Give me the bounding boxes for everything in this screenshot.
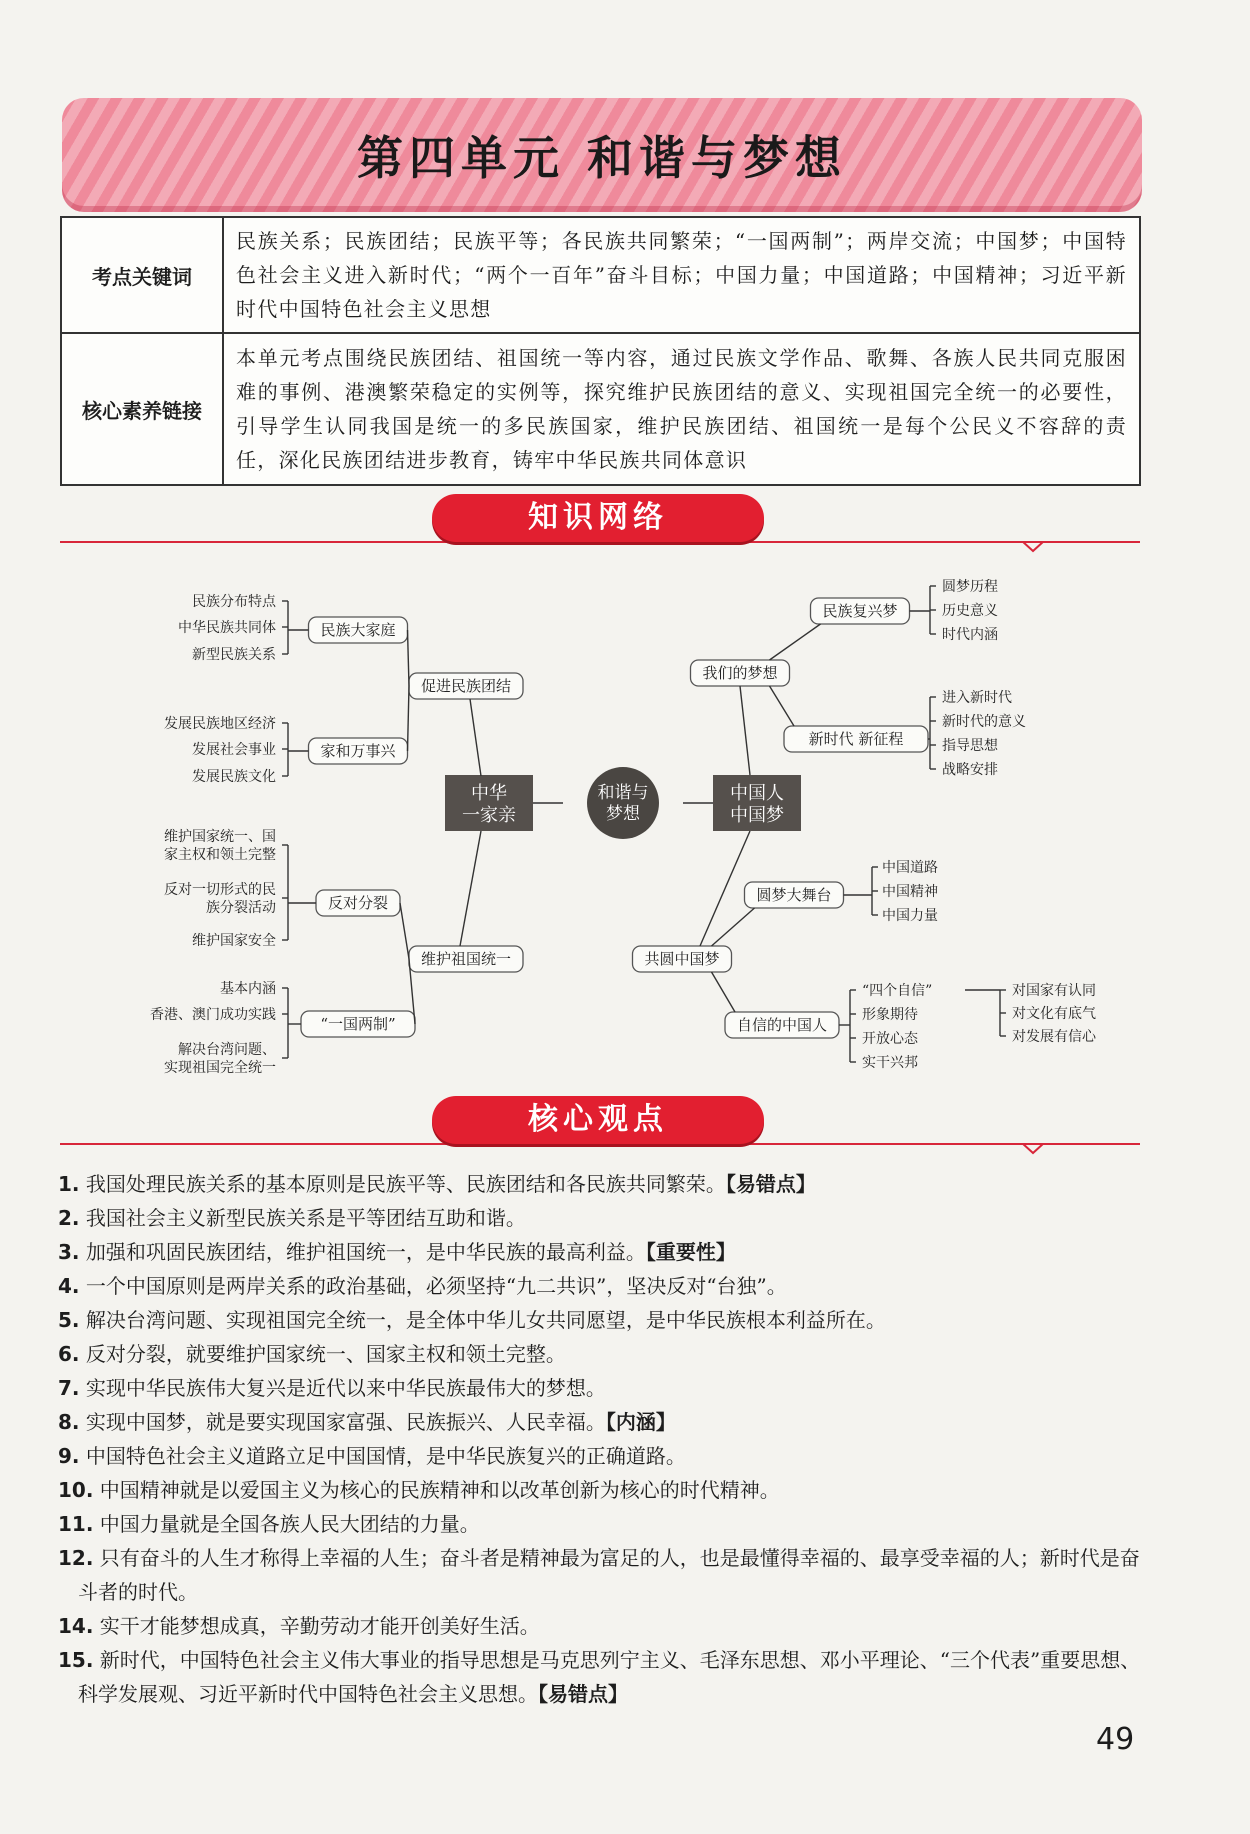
fuxing-node-label: 民族复兴梦	[822, 602, 898, 620]
list-item: 2. 我国社会主义新型民族关系是平等团结互助和谐。	[58, 1206, 526, 1230]
zixin-leaf: 形象期待	[862, 1007, 918, 1023]
connector-line	[770, 624, 821, 660]
dajiating-leaf: 民族分布特点	[192, 594, 276, 610]
core-points-list	[58, 1167, 1148, 1711]
fuxing-leaf: 圆梦历程	[942, 579, 998, 595]
connector-line	[470, 699, 481, 776]
literacy-label: 核心素养链接	[61, 333, 223, 485]
gongyuan-node-label: 共圆中国梦	[644, 950, 720, 968]
jiahe-leaf: 发展民族文化	[192, 769, 276, 785]
table-row	[61, 217, 1140, 333]
fandui-leaf: 维护国家统一、国	[164, 829, 276, 845]
zixin-leaf: 实干兴邦	[862, 1055, 918, 1071]
xinshidai-leaf: 指导思想	[942, 738, 998, 754]
key-info-table	[60, 216, 1141, 486]
cujin-node-label: 促进民族团结	[420, 677, 512, 695]
fandui-node-label: 反对分裂	[327, 894, 389, 912]
list-item: 15. 新时代，中国特色社会主义伟大事业的指导思想是马克思列宁主义、毛泽东思想、邓小平理论、“三个代表”重要思想、科学发展观、习近平新时代中国特色社会主义思想。【易错点】	[58, 1648, 1141, 1706]
women-node-label: 我们的梦想	[702, 664, 778, 682]
fandui-leaf: 家主权和领土完整	[164, 847, 276, 863]
wutai-node-label: 圆梦大舞台	[756, 886, 832, 904]
zixin-node-label: 自信的中国人	[736, 1016, 828, 1034]
list-item: 6. 反对分裂，就要维护国家统一、国家主权和领土完整。	[58, 1342, 566, 1366]
list-item: 9. 中国特色社会主义道路立足中国国情，是中华民族复兴的正确道路。	[58, 1444, 686, 1468]
knowledge-network-header	[60, 494, 1140, 554]
unit-title: 第四单元 和谐与梦想	[356, 131, 847, 185]
knowledge-mindmap	[60, 548, 1150, 1088]
xinshidai-leaf: 新时代的意义	[942, 714, 1026, 730]
connector-line	[712, 972, 736, 1012]
center-line2: 梦想	[606, 804, 640, 824]
right-hub-line1: 中国人	[730, 783, 784, 804]
connector-line	[740, 686, 750, 775]
yiguo-leaf: 基本内涵	[220, 981, 276, 997]
yiguo-node-label: “一国两制”	[320, 1015, 396, 1033]
list-item: 4. 一个中国原则是两岸关系的政治基础，必须坚持“九二共识”，坚决反对“台独”。	[58, 1274, 787, 1298]
list-item: 11. 中国力量就是全国各族人民大团结的力量。	[58, 1512, 480, 1536]
zixin-leaf: “四个自信”	[862, 983, 933, 999]
fandui-leaf: 维护国家安全	[192, 933, 276, 949]
jiahe-leaf: 发展民族地区经济	[164, 716, 276, 732]
sige-leaf: 对文化有底气	[1012, 1006, 1096, 1022]
list-item: 5. 解决台湾问题、实现祖国完全统一，是全体中华儿女共同愿望，是中华民族根本利益所在。	[58, 1308, 886, 1332]
jiahe-node-label: 家和万事兴	[320, 742, 396, 760]
list-item: 3. 加强和巩固民族团结，维护祖国统一，是中华民族的最高利益。【重要性】	[58, 1240, 736, 1264]
yiguo-leaf: 解决台湾问题、	[178, 1042, 276, 1058]
xinshidai-leaf: 进入新时代	[942, 690, 1012, 706]
connector-line	[408, 630, 410, 686]
list-item: 10. 中国精神就是以爱国主义为核心的民族精神和以改革创新为核心的时代精神。	[58, 1478, 780, 1502]
fandui-leaf: 反对一切形式的民	[164, 882, 276, 898]
sige-leaf: 对发展有信心	[1012, 1029, 1096, 1045]
unit-title-banner	[62, 98, 1142, 212]
weihu-node-label: 维护祖国统一	[420, 950, 512, 968]
zixin-leaf: 开放心态	[862, 1031, 918, 1047]
center-line1: 和谐与	[597, 783, 649, 803]
keywords-label: 考点关键词	[61, 217, 223, 333]
page-number: 49	[1096, 1722, 1135, 1757]
jiahe-leaf: 发展社会事业	[192, 742, 276, 758]
yiguo-leaf: 实现祖国完全统一	[164, 1060, 276, 1076]
section-title: 知识网络	[432, 494, 764, 542]
connector-line	[770, 686, 795, 726]
connector-line	[712, 908, 755, 946]
right-hub-line2: 中国梦	[730, 805, 784, 826]
wutai-leaf: 中国力量	[882, 908, 938, 924]
xinshidai-leaf: 战略安排	[942, 762, 998, 778]
literacy-content: 本单元考点围绕民族团结、祖国统一等内容，通过民族文学作品、歌舞、各族人民共同克服困难的事例、港澳繁荣稳定的实例等，探究维护民族团结的意义、实现祖国完全统一的必要性，引导学生认同我国是统一的多民族国家，维护民族团结、祖国统一是每个公民义不容辞的责任，深化民族团结进步教育，铸牢中华民族共同体意识	[223, 333, 1140, 485]
list-item: 1. 我国处理民族关系的基本原则是民族平等、民族团结和各民族共同繁荣。【易错点】	[58, 1172, 816, 1196]
left-hub-line2: 一家亲	[462, 805, 516, 826]
list-item: 14. 实干才能梦想成真，辛勤劳动才能开创美好生活。	[58, 1614, 540, 1638]
fandui-leaf: 族分裂活动	[206, 900, 276, 916]
yiguo-leaf: 香港、澳门成功实践	[150, 1007, 276, 1023]
connector-line	[408, 686, 410, 751]
connector-line	[460, 831, 481, 946]
keywords-content: 民族关系；民族团结；民族平等；各民族共同繁荣；“一国两制”；两岸交流；中国梦；中国特色社会主义进入新时代；“两个一百年”奋斗目标；中国力量；中国道路；中国精神；习近平新时代中国特色社会主义思想	[223, 217, 1140, 333]
core-views-header	[60, 1096, 1140, 1156]
section-title: 核心观点	[432, 1096, 764, 1144]
dajiating-node-label: 民族大家庭	[320, 621, 396, 639]
dajiating-leaf: 中华民族共同体	[178, 620, 276, 636]
list-item: 7. 实现中华民族伟大复兴是近代以来中华民族最伟大的梦想。	[58, 1376, 606, 1400]
wutai-leaf: 中国道路	[882, 860, 938, 876]
center-circle	[587, 767, 659, 839]
dajiating-leaf: 新型民族关系	[192, 647, 276, 663]
connector-line	[700, 831, 750, 946]
table-row	[61, 333, 1140, 485]
fuxing-leaf: 时代内涵	[942, 627, 998, 643]
fuxing-leaf: 历史意义	[942, 603, 998, 619]
left-hub-line1: 中华	[471, 783, 507, 804]
wutai-leaf: 中国精神	[882, 884, 938, 900]
xinshidai-node-label: 新时代 新征程	[808, 730, 904, 748]
connector-line	[400, 903, 409, 959]
list-item: 8. 实现中国梦，就是要实现国家富强、民族振兴、人民幸福。【内涵】	[58, 1410, 676, 1434]
list-item: 12. 只有奋斗的人生才称得上幸福的人生；奋斗者是精神最为富足的人，也是最懂得幸福的、最享受幸福的人；新时代是奋斗者的时代。	[58, 1546, 1140, 1604]
sige-leaf: 对国家有认同	[1012, 983, 1096, 999]
notch-icon	[1022, 1143, 1044, 1155]
